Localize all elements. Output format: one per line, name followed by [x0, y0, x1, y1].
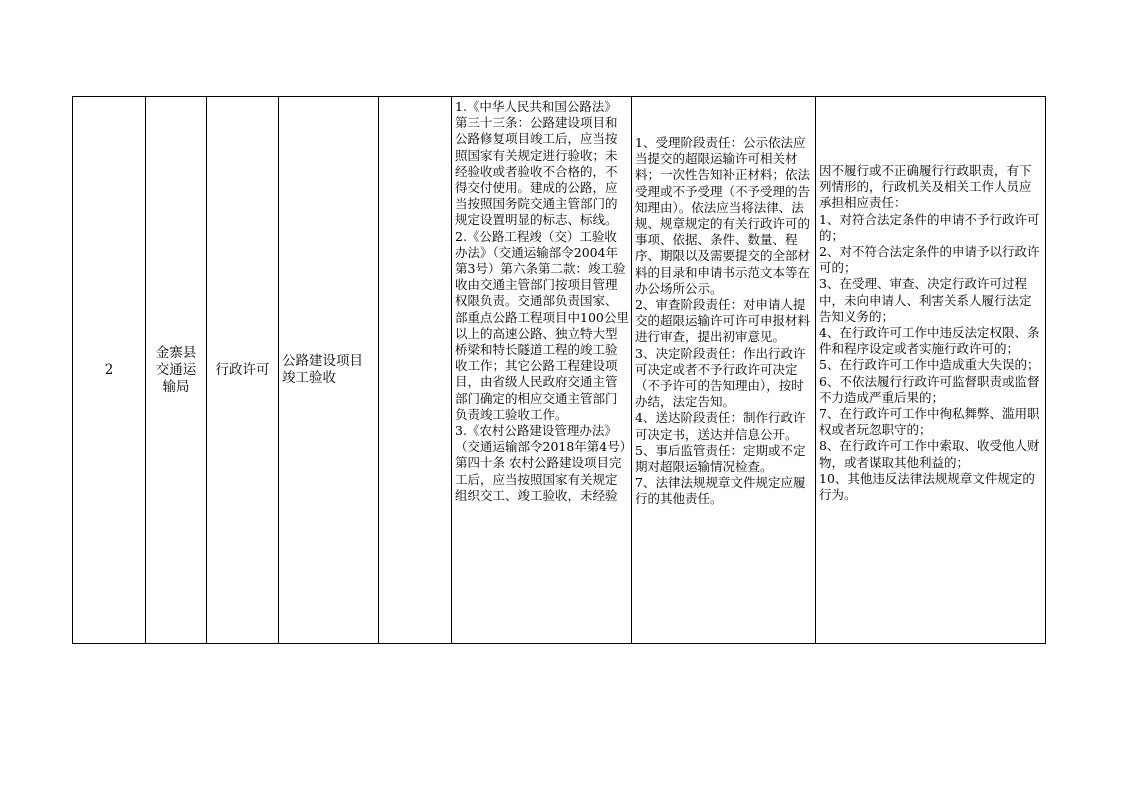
- department-cell: [146, 97, 206, 643]
- responsibility-item: 7、法律法规规章文件规定应履行的其他责任。: [635, 475, 806, 507]
- legal-basis-cell: [452, 97, 631, 643]
- liability-item: 4、在行政许可工作中违反法定权限、条件和程序设定或者实施行政许可的；: [819, 325, 1040, 357]
- power-type-cell: [207, 97, 278, 643]
- power-type: 行政许可: [215, 361, 270, 378]
- liability-intro: 因不履行或不正确履行行政职责，有下列情形的，行政机关及相关工作人员应承担相应责任：: [819, 163, 1032, 211]
- liability-item: 6、不依法履行行政许可监督职责或监督不力造成严重后果的；: [819, 373, 1040, 405]
- responsibility-item: 5、事后监管责任：定期或不定期对超限运输情况检查。: [635, 442, 806, 475]
- liability-item: 8、在行政许可工作中索取、收受他人财物，或者谋取其他利益的；: [819, 438, 1040, 470]
- liability-item: 7、在行政许可工作中徇私舞弊、滥用职权或者玩忽职守的；: [819, 406, 1040, 438]
- responsibility-cell: [632, 97, 815, 643]
- liability-item: 10、其他违反法律法规规章文件规定的行为。: [819, 470, 1035, 503]
- legal-basis-item: 3.《农村公路建设管理办法》（交通运输部令2018年第4号）第四十条 农村公路建设项目完工后，应当按照国家有关规定组织交工、竣工验收，未经验: [455, 423, 627, 503]
- legal-basis-item: 2.《公路工程竣（交）工验收办法》（交通运输部令2004年第3号）第六条第二款：竣工验收由交通主管部门按项目管理权限负责。交通部负责国家、部重点公路工程项目中100公里以上的高速公路、独立特大型桥梁和特长隧道工程的竣工验收工作；其它公路工程建设项目，由省级人民政府交通主管部门确定的相应交通主管部门负责竣工验收工作。: [455, 228, 629, 422]
- liability-item: 2、对不符合法定条件的申请予以行政许可的；: [819, 244, 1040, 276]
- responsibility-item: 4、送达阶段责任：制作行政许可决定书，送达并信息公开。: [635, 410, 806, 442]
- liability-item: 5、在行政许可工作中造成重大失误的；: [819, 357, 1040, 373]
- item-name: 公路建设项目竣工验收: [282, 353, 363, 386]
- liability-cell: [816, 97, 1045, 643]
- responsibility-item: 3、决定阶段责任：作出行政许可决定或者不予行政许可决定（不予许可的告知理由），按时办结，法定告知。: [635, 345, 806, 410]
- responsibility-item: 1、受理阶段责任：公示依法应当提交的超限运输许可相关材料；一次性告知补正材料；依法受理或不予受理（不予受理的告知理由）。依法应当将法律、法规、规章规定的有关行政许可的事项、依据、条件、数量、程序、期限以及需要提交的全部材料的目录和申请书示范文本等在办公场所公示。: [635, 135, 811, 296]
- row-index-cell: [73, 97, 145, 643]
- responsibility-item: 2、审查阶段责任：对申请人提交的超限运输许可许可申报材料进行审查，提出初审意见。: [635, 297, 811, 345]
- power-list-table: [72, 96, 1046, 644]
- item-name-cell: [279, 97, 378, 643]
- sub-item-cell: [379, 97, 451, 643]
- department-name: 金寨县交通运输局: [155, 344, 197, 395]
- liability-item: 1、对符合法定条件的申请不予行政许可的；: [819, 211, 1040, 243]
- liability-item: 3、在受理、审查、决定行政许可过程中，未向申请人、利害关系人履行法定告知义务的；: [819, 276, 1032, 324]
- legal-basis-item: 1.《中华人民共和国公路法》第三十三条：公路建设项目和公路修复项目竣工后，应当按照国家有关规定进行验收；未经验收或者验收不合格的，不得交付使用。建成的公路，应当按照国务院交通主管部门的规定设置明显的标志、标线。: [455, 99, 618, 228]
- row-index: 2: [104, 361, 114, 378]
